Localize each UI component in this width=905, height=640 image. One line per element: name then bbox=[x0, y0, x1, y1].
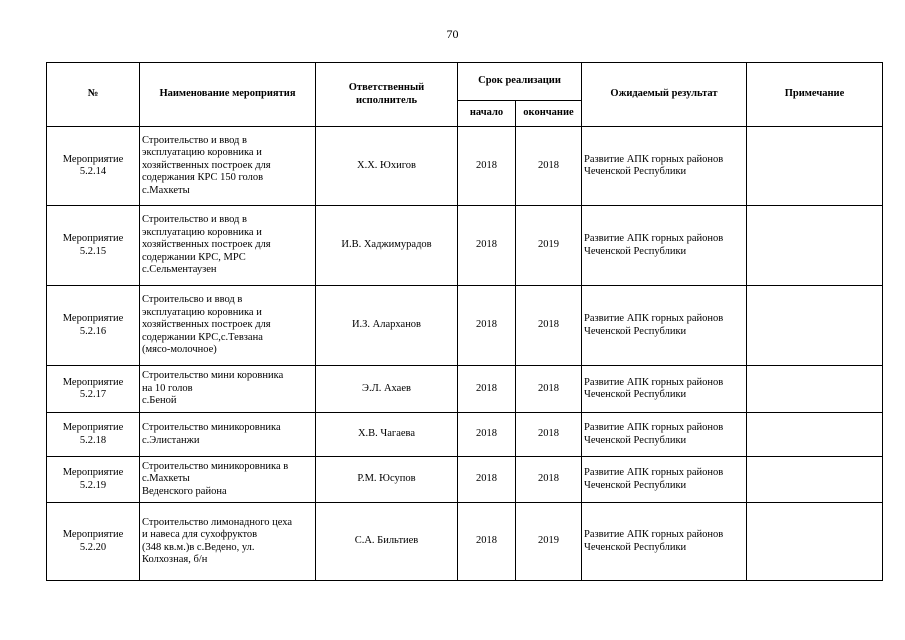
name-line: на 10 голов bbox=[142, 382, 193, 394]
result-line: Чеченской Республики bbox=[584, 166, 687, 177]
name-line: Колхозная, б/н bbox=[142, 554, 208, 565]
cell-result bbox=[582, 206, 747, 286]
table-row bbox=[47, 503, 883, 581]
table-row bbox=[47, 127, 883, 206]
cell-note bbox=[747, 286, 883, 366]
cell-name bbox=[140, 127, 316, 206]
table-row bbox=[47, 206, 883, 286]
cell-num: Мероприятие 5.2.15 bbox=[47, 206, 140, 286]
table-row bbox=[47, 457, 883, 503]
cell-responsible: Х.Х. Юхигов bbox=[316, 127, 458, 206]
name-line: эксплуатацию коровника и bbox=[142, 306, 262, 318]
cell-num: Мероприятие 5.2.17 bbox=[47, 366, 140, 413]
name-line: Строительство мини коровника bbox=[142, 370, 284, 382]
header-end: окончание bbox=[516, 101, 582, 127]
cell-name bbox=[140, 366, 316, 413]
cell-note bbox=[747, 366, 883, 413]
result-line: Чеченской Республики bbox=[584, 245, 687, 257]
name-line: Строительсво и ввод в bbox=[142, 294, 243, 306]
cell-note bbox=[747, 206, 883, 286]
cell-responsible: Э.Л. Ахаев bbox=[316, 366, 458, 413]
result-line: Чеченской Республики bbox=[584, 434, 687, 446]
result-line: Развитие АПК горных районов bbox=[584, 153, 724, 165]
name-line: Строительство и ввод в bbox=[142, 214, 247, 226]
cell-result bbox=[582, 503, 747, 581]
cell-note bbox=[747, 127, 883, 206]
name-line: хозяйственных построек для bbox=[142, 159, 271, 171]
cell-name bbox=[140, 413, 316, 457]
cell-result bbox=[582, 366, 747, 413]
table-row bbox=[47, 366, 883, 413]
cell-end: 2019 bbox=[516, 206, 582, 286]
cell-num: Мероприятие 5.2.19 bbox=[47, 457, 140, 503]
name-line: (мясо-молочное) bbox=[142, 344, 217, 356]
header-period: Срок реализации bbox=[458, 63, 582, 101]
cell-name bbox=[140, 457, 316, 503]
name-line: содержании КРС, МРС bbox=[142, 251, 246, 263]
name-line: Строительство лимонадного цеха bbox=[142, 516, 293, 528]
result-line: Чеченской Республики bbox=[584, 389, 687, 400]
cell-result bbox=[582, 127, 747, 206]
header-result: Ожидаемый результат bbox=[582, 63, 747, 127]
cell-end: 2018 bbox=[516, 366, 582, 413]
cell-start: 2018 bbox=[458, 413, 516, 457]
cell-note bbox=[747, 413, 883, 457]
cell-responsible: С.А. Бильтиев bbox=[316, 503, 458, 581]
cell-result bbox=[582, 457, 747, 503]
name-line: (348 кв.м.)в с.Ведено, ул. bbox=[142, 541, 255, 553]
name-line: с.Махкеты bbox=[142, 473, 190, 485]
cell-result bbox=[582, 286, 747, 366]
cell-end: 2018 bbox=[516, 413, 582, 457]
name-line: хозяйственных построек для bbox=[142, 319, 271, 331]
name-line: содержании КРС,с.Тевзана bbox=[142, 331, 263, 343]
name-line: эксплуатацию коровника и bbox=[142, 226, 262, 238]
cell-start: 2018 bbox=[458, 286, 516, 366]
cell-responsible: И.З. Аларханов bbox=[316, 286, 458, 366]
cell-responsible: И.В. Хаджимурадов bbox=[316, 206, 458, 286]
result-line: Чеченской Республики bbox=[584, 325, 687, 337]
cell-note bbox=[747, 503, 883, 581]
table-row bbox=[47, 413, 883, 457]
cell-end: 2018 bbox=[516, 457, 582, 503]
result-line: Развитие АПК горных районов bbox=[584, 376, 724, 388]
result-line: Развитие АПК горных районов bbox=[584, 233, 724, 244]
name-line: с.Элистанжи bbox=[142, 434, 200, 446]
name-line: хозяйственных построек для bbox=[142, 239, 271, 251]
name-line: с.Махкеты bbox=[142, 184, 190, 196]
header-note: Примечание bbox=[747, 63, 883, 127]
cell-start: 2018 bbox=[458, 127, 516, 206]
table-body bbox=[47, 127, 883, 581]
cell-num: Мероприятие 5.2.14 bbox=[47, 127, 140, 206]
header-start: начало bbox=[458, 101, 516, 127]
page-number: 70 bbox=[446, 27, 459, 41]
name-line: с.Беной bbox=[142, 395, 177, 407]
name-line: Строительство миникоровника в bbox=[142, 460, 289, 472]
result-line: Развитие АПК горных районов bbox=[584, 313, 724, 324]
cell-end: 2018 bbox=[516, 286, 582, 366]
table-row bbox=[47, 286, 883, 366]
cell-end: 2018 bbox=[516, 127, 582, 206]
header-num: № bbox=[47, 63, 140, 127]
header-name: Наименование мероприятия bbox=[140, 63, 316, 127]
cell-name bbox=[140, 503, 316, 581]
header-responsible: Ответственный исполнитель bbox=[316, 63, 458, 127]
table-header-row bbox=[47, 63, 883, 101]
cell-name bbox=[140, 286, 316, 366]
name-line: Строительство и ввод в bbox=[142, 134, 247, 146]
cell-name bbox=[140, 206, 316, 286]
cell-num: Мероприятие 5.2.16 bbox=[47, 286, 140, 366]
cell-start: 2018 bbox=[458, 503, 516, 581]
cell-start: 2018 bbox=[458, 457, 516, 503]
measures-table bbox=[46, 62, 883, 581]
cell-num: Мероприятие 5.2.20 bbox=[47, 503, 140, 581]
name-line: эксплуатацию коровника и bbox=[142, 147, 262, 159]
cell-end: 2019 bbox=[516, 503, 582, 581]
cell-num: Мероприятие 5.2.18 bbox=[47, 413, 140, 457]
cell-start: 2018 bbox=[458, 366, 516, 413]
result-line: Развитие АПК горных районов bbox=[584, 529, 724, 540]
cell-responsible: Р.М. Юсупов bbox=[316, 457, 458, 503]
result-line: Чеченской Республики bbox=[584, 541, 687, 553]
cell-result bbox=[582, 413, 747, 457]
cell-responsible: Х.В. Чагаева bbox=[316, 413, 458, 457]
result-line: Развитие АПК горных районов bbox=[584, 422, 724, 433]
name-line: и навеса для сухофруктов bbox=[142, 529, 258, 540]
result-line: Чеченской Республики bbox=[584, 479, 687, 491]
cell-note bbox=[747, 457, 883, 503]
cell-start: 2018 bbox=[458, 206, 516, 286]
result-line: Развитие АПК горных районов bbox=[584, 467, 724, 478]
name-line: с.Сельментаузен bbox=[142, 264, 217, 276]
name-line: Веденского района bbox=[142, 485, 227, 497]
name-line: содержания КРС 150 голов bbox=[142, 172, 264, 184]
name-line: Строительство миникоровника bbox=[142, 422, 281, 433]
